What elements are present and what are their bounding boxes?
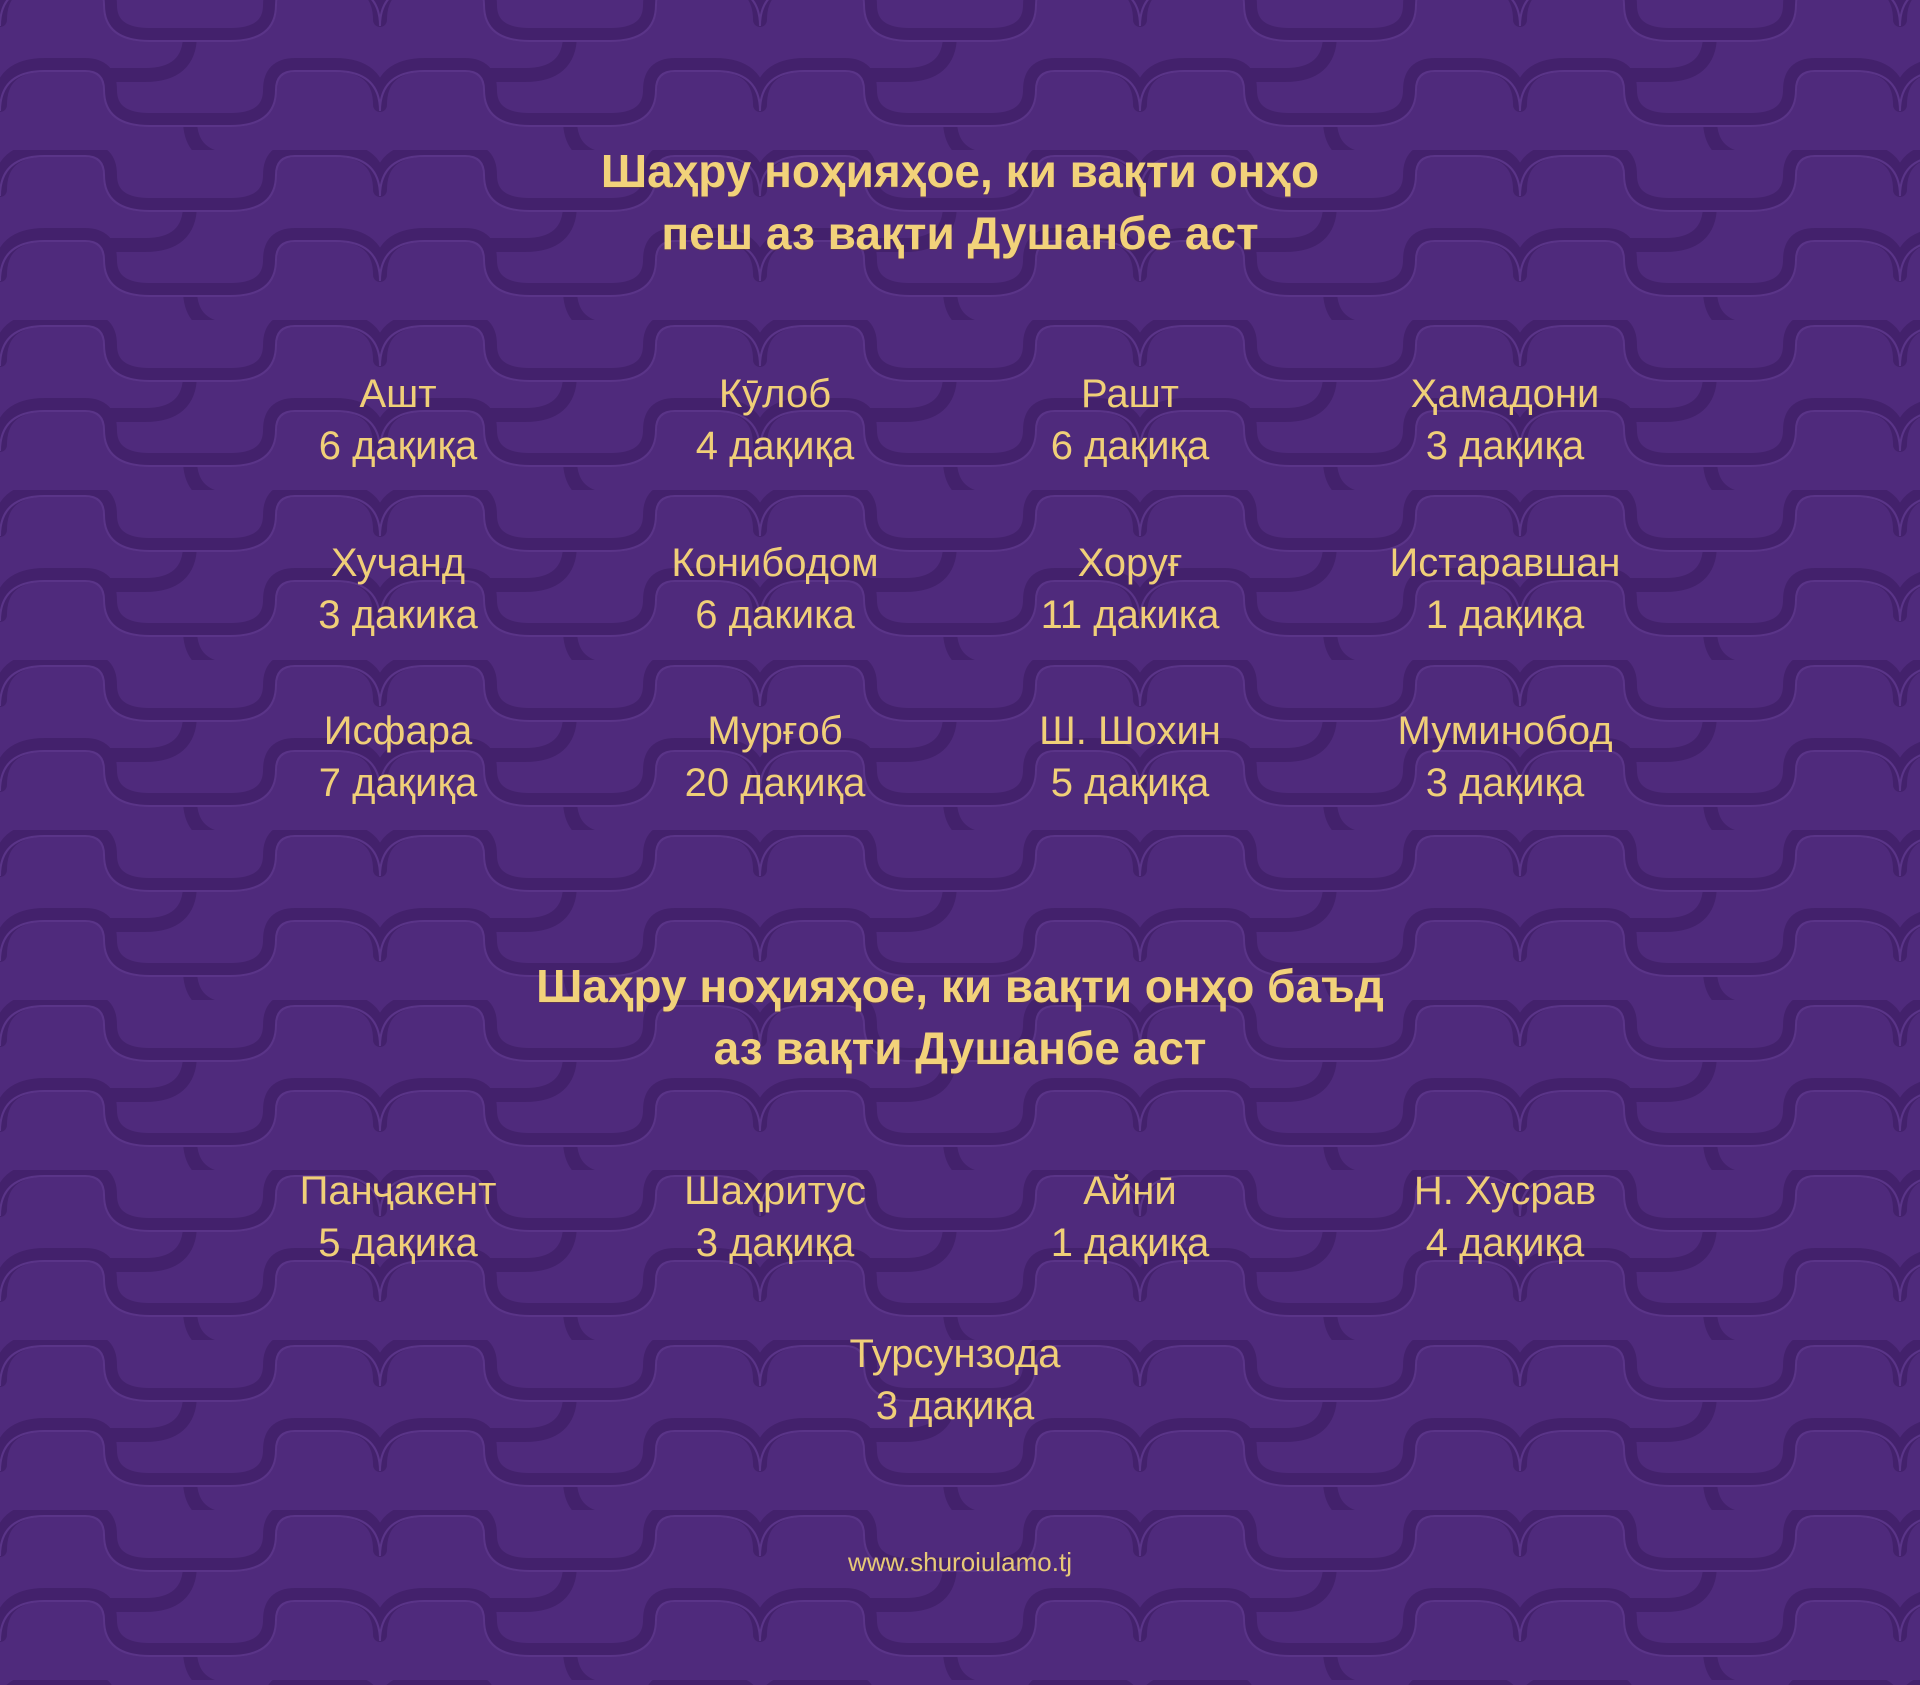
city-time: 11 дакика xyxy=(1040,593,1220,637)
city-name: Хоруғ xyxy=(1077,541,1183,585)
heading-before-line2: пеш аз вақти Душанбе аст xyxy=(661,207,1259,259)
city-time: 3 дақиқа xyxy=(695,1221,855,1265)
city-item xyxy=(940,1165,1320,1269)
website-link[interactable]: www.shuroiulamo.tj xyxy=(848,1547,1072,1577)
city-time: 3 дакика xyxy=(318,593,478,637)
city-time: 6 дақиқа xyxy=(318,424,478,468)
city-time: 1 дақиқа xyxy=(1425,593,1585,637)
city-item xyxy=(1315,705,1695,809)
city-name: Рашт xyxy=(1080,372,1179,416)
city-item xyxy=(1315,1165,1695,1269)
city-time: 4 дақиқа xyxy=(1425,1221,1585,1265)
city-time: 3 дақиқа xyxy=(1425,761,1585,805)
city-time: 3 дақиқа xyxy=(875,1384,1035,1428)
city-name: Истаравшан xyxy=(1389,541,1621,585)
city-item xyxy=(585,368,965,472)
city-item xyxy=(1315,368,1695,472)
city-item xyxy=(208,368,588,472)
city-time: 5 дақиқа xyxy=(1050,761,1210,805)
city-item xyxy=(208,1165,588,1269)
city-item xyxy=(1315,537,1695,641)
city-name: Панҷакент xyxy=(299,1169,497,1213)
heading-after-line1: Шаҳру ноҳияҳое, ки вақти онҳо баъд xyxy=(536,960,1384,1012)
city-time: 20 дақиқа xyxy=(684,761,866,805)
city-item xyxy=(585,537,965,641)
city-time: 7 дақиқа xyxy=(318,761,478,805)
city-name: Хучанд xyxy=(330,541,466,585)
city-name: Кӯлоб xyxy=(718,372,832,416)
city-time: 6 дакика xyxy=(695,593,855,637)
city-item xyxy=(585,1165,965,1269)
city-name: Ашт xyxy=(359,372,437,416)
city-name: Конибодом xyxy=(671,541,879,585)
city-name: Муминобод xyxy=(1397,709,1613,753)
city-name: Ҳамадони xyxy=(1410,372,1600,416)
heading-after-dushanbe xyxy=(0,955,1920,1079)
city-name: Турсунзода xyxy=(849,1332,1061,1376)
city-time: 6 дақиқа xyxy=(1050,424,1210,468)
city-item xyxy=(765,1328,1145,1432)
heading-after-line2: аз вақти Душанбе аст xyxy=(713,1022,1207,1074)
city-name: Айнӣ xyxy=(1083,1169,1177,1213)
city-name: Шаҳритус xyxy=(684,1169,866,1213)
city-item xyxy=(940,537,1320,641)
city-name: Ш. Шохин xyxy=(1039,709,1221,753)
city-item xyxy=(940,368,1320,472)
city-item xyxy=(208,705,588,809)
city-name: Мурғоб xyxy=(707,709,843,753)
city-item xyxy=(940,705,1320,809)
city-time: 5 дақика xyxy=(318,1221,478,1265)
city-time: 1 дақиқа xyxy=(1050,1221,1210,1265)
heading-before-line1: Шаҳру ноҳияҳое, ки вақти онҳо xyxy=(600,145,1320,197)
city-time: 3 дақиқа xyxy=(1425,424,1585,468)
city-item xyxy=(585,705,965,809)
city-name: Исфара xyxy=(323,709,473,753)
city-item xyxy=(208,537,588,641)
city-time: 4 дақиқа xyxy=(695,424,855,468)
heading-before-dushanbe xyxy=(0,140,1920,264)
city-name: Н. Хусрав xyxy=(1413,1169,1597,1213)
